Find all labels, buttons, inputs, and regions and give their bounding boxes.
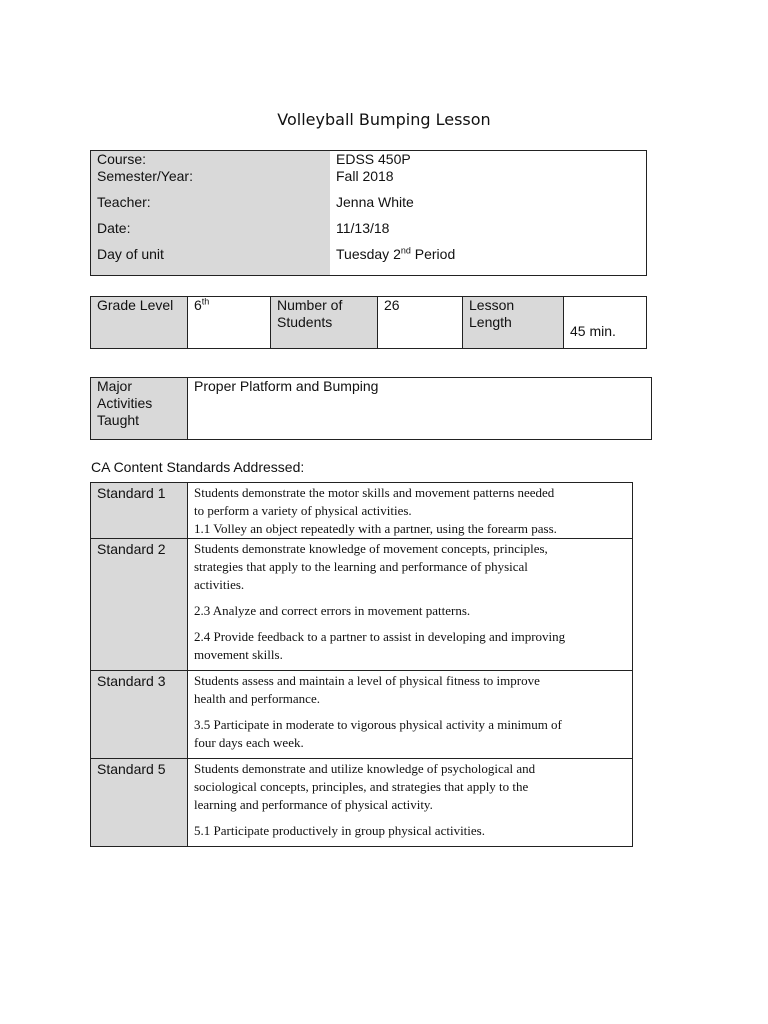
- standard-paragraph: [194, 760, 626, 814]
- standards-table: [90, 482, 633, 847]
- major-label-line1: Major: [97, 378, 133, 394]
- course-value: EDSS 450P: [336, 151, 411, 167]
- major-label-line3: Taught: [97, 412, 140, 428]
- grade-info-table: [90, 296, 647, 349]
- day-row: [91, 246, 647, 276]
- semester-label: Semester/Year:: [91, 168, 331, 194]
- grade-level-value: [188, 297, 271, 349]
- standard-line: 5.1 Participate productively in group physical activities.: [194, 823, 485, 838]
- standard-line: learning and performance of physical activity.: [194, 797, 433, 812]
- teacher-value: Jenna White: [336, 194, 414, 210]
- students-label: [271, 297, 378, 349]
- standard-line: strategies that apply to the learning and performance of physical: [194, 559, 528, 574]
- major-activities-table: [90, 377, 652, 440]
- standard-line: 3.5 Participate in moderate to vigorous physical activity a minimum of: [194, 717, 562, 732]
- standard-row: [91, 539, 633, 671]
- length-label-line1: Lesson: [469, 297, 515, 313]
- students-label-line2: Students: [277, 314, 333, 330]
- standard-paragraph: [194, 672, 626, 708]
- standard-paragraph: [194, 628, 626, 664]
- teacher-row: [91, 194, 647, 220]
- standard-line: 2.4 Provide feedback to a partner to assist in developing and improving: [194, 629, 566, 644]
- day-value: [330, 246, 647, 276]
- students-value: 26: [378, 297, 463, 349]
- day-value-period: Period: [410, 246, 456, 262]
- standard-text: [188, 759, 633, 847]
- document-title: Volleyball Bumping Lesson: [277, 110, 491, 129]
- major-label-line2: Activities: [97, 395, 153, 411]
- teacher-label: Teacher:: [91, 194, 331, 220]
- standard-paragraph: [194, 822, 626, 840]
- date-row: [91, 220, 647, 246]
- grade-level-label: Grade Level: [91, 297, 188, 349]
- standard-line: four days each week.: [194, 735, 304, 750]
- lesson-length-value: 45 min.: [564, 297, 647, 349]
- students-label-line1: Number of: [277, 297, 343, 313]
- standard-paragraph: [194, 716, 626, 752]
- standard-row: [91, 483, 633, 539]
- standard-row: [91, 671, 633, 759]
- lesson-length-label: [463, 297, 564, 349]
- standard-line: Students demonstrate knowledge of movement concepts, principles,: [194, 541, 548, 556]
- standard-line: to perform a variety of physical activities.: [194, 503, 412, 518]
- standard-text: [188, 539, 633, 671]
- standard-line: sociological concepts, principles, and strategies that apply to the: [194, 779, 529, 794]
- grade-ordinal: th: [201, 296, 210, 307]
- course-row: [91, 151, 647, 169]
- standard-line: 2.3 Analyze and correct errors in movement patterns.: [194, 603, 471, 618]
- major-activities-label: [91, 378, 188, 440]
- standard-line: health and performance.: [194, 691, 320, 706]
- major-activities-value: Proper Platform and Bumping: [188, 378, 652, 440]
- standard-paragraph: [194, 602, 626, 620]
- standard-line: Students demonstrate the motor skills and movement patterns needed: [194, 485, 555, 500]
- grade-number: 6: [194, 297, 202, 313]
- standard-line: Students assess and maintain a level of physical fitness to improve: [194, 673, 540, 688]
- standard-text: [188, 671, 633, 759]
- standard-line: movement skills.: [194, 647, 283, 662]
- standards-heading: CA Content Standards Addressed:: [91, 459, 305, 475]
- standard-line: 1.1 Volley an object repeatedly with a partner, using the forearm pass.: [194, 521, 557, 536]
- length-label-line2: Length: [469, 314, 512, 330]
- date-label: Date:: [91, 220, 331, 246]
- standard-label: Standard 3: [91, 671, 188, 759]
- standard-text: [188, 483, 633, 539]
- standard-label: Standard 5: [91, 759, 188, 847]
- course-label: Course:: [91, 151, 331, 169]
- semester-row: [91, 168, 647, 194]
- day-value-text: Tuesday 2: [336, 246, 401, 262]
- semester-value: Fall 2018: [336, 168, 394, 184]
- standard-label: Standard 1: [91, 483, 188, 539]
- standard-row: [91, 759, 633, 847]
- standard-line: activities.: [194, 577, 245, 592]
- standard-label: Standard 2: [91, 539, 188, 671]
- date-value: 11/13/18: [336, 220, 390, 236]
- standard-paragraph: [194, 540, 626, 594]
- day-label: Day of unit: [91, 246, 331, 276]
- course-info-table: [90, 150, 647, 276]
- day-value-ordinal: nd: [400, 245, 411, 256]
- standard-line: Students demonstrate and utilize knowledge of psychological and: [194, 761, 536, 776]
